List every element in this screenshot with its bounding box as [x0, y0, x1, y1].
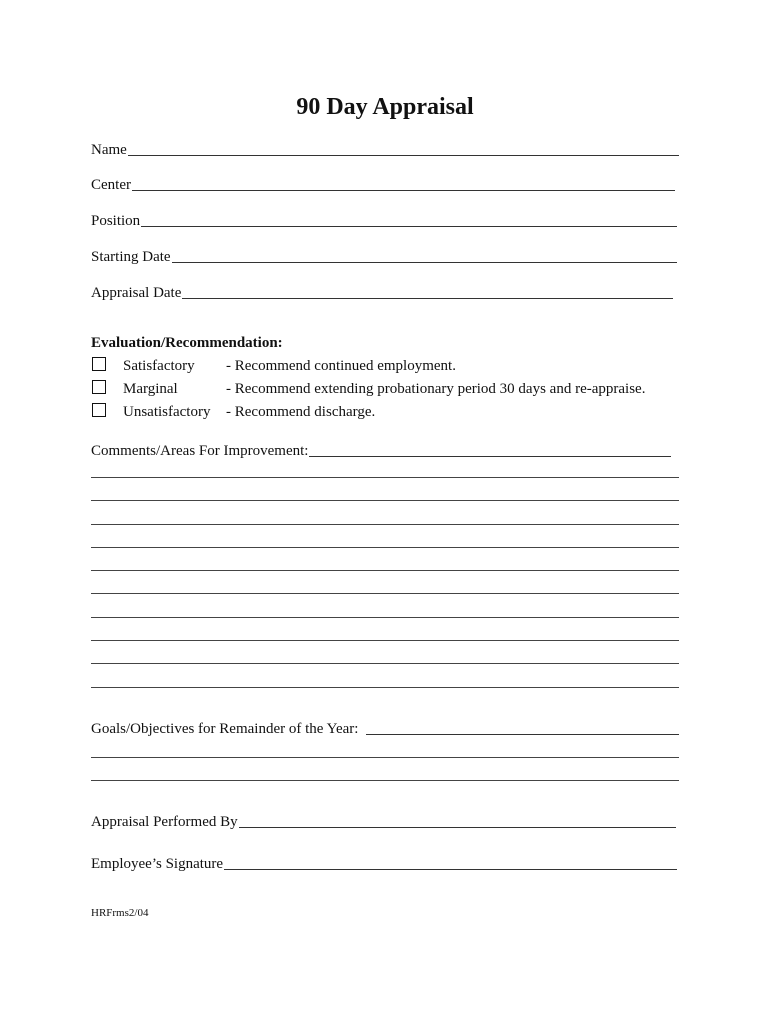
option-description: - Recommend extending probationary period 30 days and re-appraise. [226, 381, 646, 397]
option-description: - Recommend continued employment. [226, 358, 456, 374]
starting-date-line[interactable] [172, 248, 677, 263]
employee-signature-field[interactable] [91, 851, 679, 873]
option-marginal[interactable] [91, 380, 731, 400]
appraisal-performed-by-label: Appraisal Performed By [91, 814, 238, 830]
option-satisfactory[interactable] [91, 357, 731, 377]
goals-line[interactable] [91, 780, 679, 781]
position-line[interactable] [141, 212, 677, 227]
option-description: - Recommend discharge. [226, 404, 376, 420]
starting-date-field[interactable] [91, 244, 679, 266]
appraisal-date-field[interactable] [91, 280, 679, 302]
option-label: Unsatisfactory [123, 404, 211, 420]
appraisal-performed-by-field[interactable] [91, 809, 679, 831]
goals-line[interactable] [366, 720, 679, 735]
center-line[interactable] [132, 176, 675, 191]
center-label: Center [91, 177, 131, 193]
starting-date-label: Starting Date [91, 249, 171, 265]
comments-label: Comments/Areas For Improvement: [91, 443, 309, 459]
employee-signature-label: Employee’s Signature [91, 856, 224, 872]
evaluation-heading: Evaluation/Recommendation: [91, 335, 283, 351]
option-unsatisfactory[interactable] [91, 403, 731, 423]
position-label: Position [91, 213, 141, 229]
comments-line[interactable] [91, 663, 679, 664]
unsatisfactory-checkbox[interactable] [92, 403, 106, 417]
comments-line[interactable] [91, 547, 679, 548]
comments-line[interactable] [91, 477, 679, 478]
name-line[interactable] [128, 141, 679, 156]
goals-line[interactable] [91, 757, 679, 758]
comments-line[interactable] [91, 593, 679, 594]
comments-line[interactable] [91, 617, 679, 618]
center-field[interactable] [91, 172, 679, 194]
appraisal-date-line[interactable] [182, 284, 673, 299]
name-label: Name [91, 142, 127, 158]
position-field[interactable] [91, 208, 679, 230]
marginal-checkbox[interactable] [92, 380, 106, 394]
appraisal-date-label: Appraisal Date [91, 285, 182, 301]
option-label: Satisfactory [123, 358, 195, 374]
appraisal-performed-by-line[interactable] [239, 813, 676, 828]
goals-field[interactable] [91, 716, 679, 738]
satisfactory-checkbox[interactable] [92, 357, 106, 371]
form-code: HRFrms2/04 [91, 907, 149, 919]
comments-line[interactable] [91, 500, 679, 501]
option-label: Marginal [123, 381, 178, 397]
comments-line[interactable] [91, 524, 679, 525]
comments-line[interactable] [91, 570, 679, 571]
comments-line[interactable] [309, 442, 671, 457]
comments-line[interactable] [91, 687, 679, 688]
goals-label: Goals/Objectives for Remainder of the Year: [91, 721, 359, 737]
form-title: 90 Day Appraisal [296, 94, 474, 120]
name-field[interactable] [91, 137, 679, 159]
comments-field[interactable] [91, 438, 679, 460]
employee-signature-line[interactable] [224, 855, 677, 870]
comments-line[interactable] [91, 640, 679, 641]
